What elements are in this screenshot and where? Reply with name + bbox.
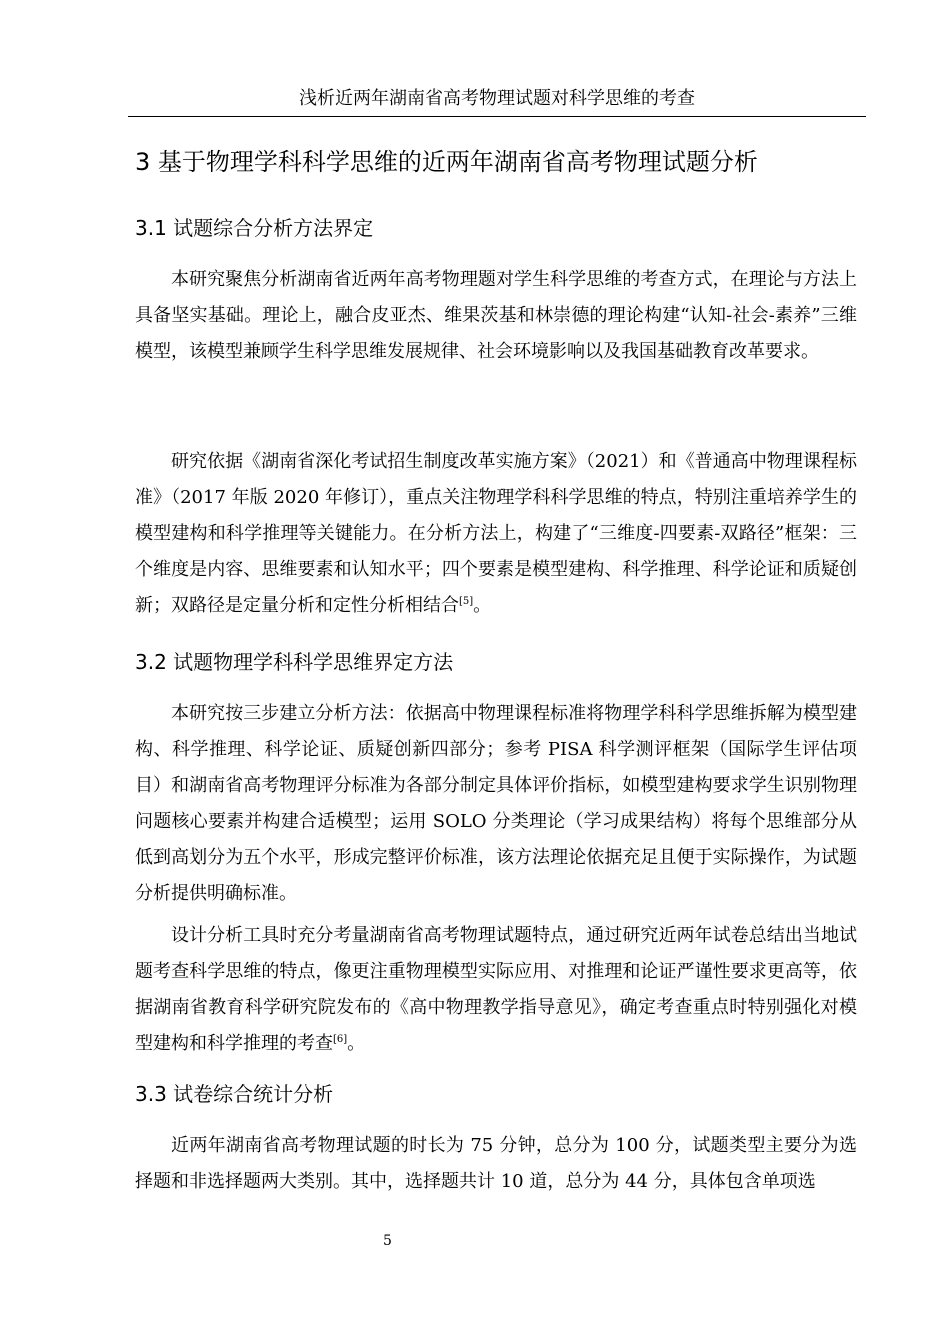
running-header: 浅析近两年湖南省高考物理试题对科学思维的考查 (299, 88, 695, 109)
header-divider (128, 116, 866, 117)
body-paragraph: 设计分析工具时充分考量湖南省高考物理试题特点，通过研究近两年试卷总结出当地试题考查科学思维的特点，像更注重物理模型实际应用、对推理和论证严谨性要求更高等，依据湖南省教育科学研究院发布的《高中物理教学指导意见》，确定考查重点时特别强化对模型建构和科学推理的考查[6]。 (135, 925, 857, 1054)
chapter-title: 3 基于物理学科科学思维的近两年湖南省高考物理试题分析 (135, 148, 758, 176)
citation-ref: [5] (459, 596, 474, 607)
section-title-3-3: 3.3 试卷综合统计分析 (135, 1082, 334, 1106)
body-paragraph: 近两年湖南省高考物理试题的时长为 75 分钟，总分为 100 分，试题类型主要分为选择题和非选择题两大类别。其中，选择题共计 10 道，总分为 44 分，具体包含单项选 (135, 1135, 857, 1192)
citation-ref: [6] (333, 1034, 348, 1045)
page-number: 5 (383, 1233, 392, 1249)
body-paragraph: 研究依据《湖南省深化考试招生制度改革实施方案》（2021）和《普通高中物理课程标准》（2017 年版 2020 年修订），重点关注物理学科科学思维的特点，特别注重培养学生的模型建构和科学推理等关键能力。在分析方法上，构建了“三维度-四要素-双路径”框架：三个维度是内容、思维要素和认知水平；四个要素是模型建构、科学推理、科学论证和质疑创新；双路径是定量分析和定性分析相结合[5]。 (135, 451, 857, 616)
section-title-3-2: 3.2 试题物理学科科学思维界定方法 (135, 650, 454, 674)
section-title-3-1: 3.1 试题综合分析方法界定 (135, 216, 374, 240)
body-paragraph: 本研究按三步建立分析方法：依据高中物理课程标准将物理学科科学思维拆解为模型建构、科学推理、科学论证、质疑创新四部分；参考 PISA 科学测评框架（国际学生评估项目）和湖南省高考物理评分标准为各部分制定具体评价指标，如模型建构要求学生识别物理问题核心要素并构建合适模型；运用 SOLO 分类理论（学习成果结构）将每个思维部分从低到高划分为五个水平，形成完整评价标准，该方法理论依据充足且便于实际操作，为试题分析提供明确标准。 (135, 703, 857, 904)
body-paragraph: 本研究聚焦分析湖南省近两年高考物理题对学生科学思维的考查方式，在理论与方法上具备坚实基础。理论上，融合皮亚杰、维果茨基和林崇德的理论构建“认知-社会-素养”三维模型，该模型兼顾学生科学思维发展规律、社会环境影响以及我国基础教育改革要求。 (135, 269, 857, 362)
